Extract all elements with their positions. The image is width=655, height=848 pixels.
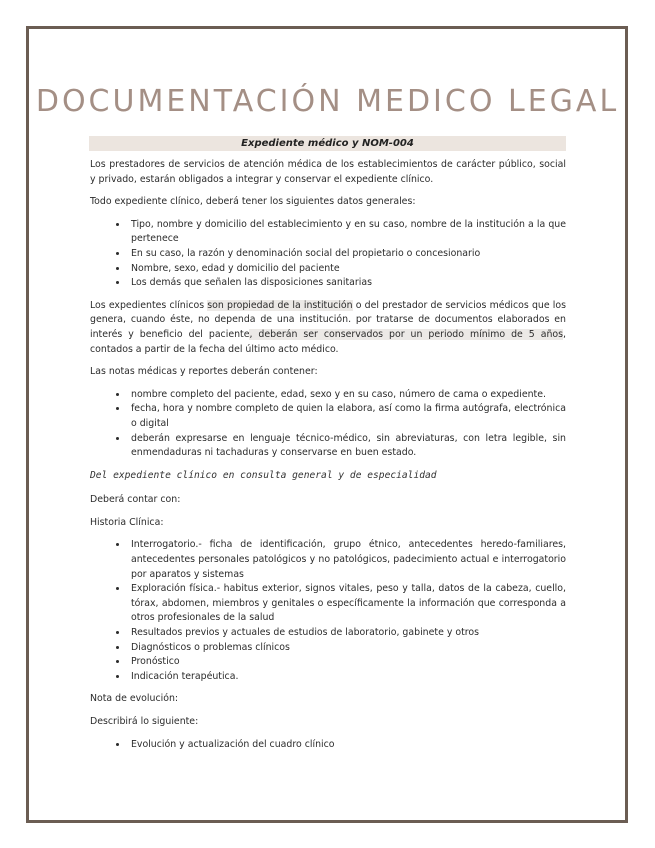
list-item: • Indicación terapéutica.: [128, 670, 566, 685]
notes-list: [90, 388, 566, 461]
section-subtitle: Expediente médico y NOM-004: [89, 136, 566, 151]
list-item: • Exploración física.- habitus exterior, signos vitales, peso y talla, datos de la cabeza, cuello, tórax, abdomen, miembros y genitales o específicamente la información que corresponda a otros profesionales de la salud: [128, 582, 566, 626]
list-item: • Diagnósticos o problemas clínicos: [128, 641, 566, 656]
document-body: [90, 158, 566, 760]
evolution-note-label: Nota de evolución:: [90, 693, 179, 705]
general-data-list: [90, 218, 566, 291]
document-title: DOCUMENTACIÓN MEDICO LEGAL: [35, 84, 620, 119]
history-label: Historia Clínica:: [90, 516, 164, 528]
describe-label: Describirá lo siguiente:: [90, 716, 199, 727]
highlighted-text: , deberán ser conservados por un periodo mínimo de 5 años: [249, 328, 564, 340]
text-run: Los expedientes clínicos: [90, 299, 208, 311]
list-item: • deberán expresarse en lenguaje técnico-médico, sin abreviaturas, con letra legible, sin enmendaduras ni tachaduras y conservarse en buen estado.: [128, 432, 566, 461]
text-run: o del prestador de servicios médicos que los genera, cuando éste, no dependa de una institución. por tratarse de documentos elaborados en interés y beneficio del paciente: [90, 299, 566, 340]
list-item: • Los demás que señalen las disposiciones sanitarias: [128, 276, 566, 291]
highlighted-text: son propiedad de la institución: [207, 299, 353, 311]
list-item: • Evolución y actualización del cuadro clínico: [128, 738, 566, 753]
general-data-heading: Todo expediente clínico, deberá tener los siguientes datos generales:: [90, 196, 416, 208]
text-run: , contados a partir de la fecha del último acto médico.: [90, 328, 566, 355]
ownership-paragraph: [90, 299, 566, 357]
list-item: • Nombre, sexo, edad y domicilio del paciente: [128, 262, 566, 277]
list-item: • Pronóstico: [128, 655, 566, 670]
intro-paragraph: Los prestadores de servicios de atención médica de los establecimientos de carácter público, social y privado, estarán obligados a integrar y conservar el expediente clínico.: [90, 159, 566, 185]
handwritten-heading: Del expediente clínico en consulta general y de especialidad: [90, 469, 437, 481]
history-list: [90, 538, 566, 684]
list-item: • nombre completo del paciente, edad, sexo y en su caso, número de cama o expediente.: [128, 388, 566, 403]
list-item: • Tipo, nombre y domicilio del establecimiento y en su caso, nombre de la institución a la que pertenece: [128, 218, 566, 247]
must-contain-label: Deberá contar con:: [90, 494, 181, 506]
list-item: • Interrogatorio.- ficha de identificación, grupo étnico, antecedentes heredo-familiares, antecedentes personales patológicos y no patológicos, padecimiento actual e interrogatorio por aparatos y sistemas: [128, 538, 566, 582]
list-item: • Resultados previos y actuales de estudios de laboratorio, gabinete y otros: [128, 626, 566, 641]
list-item: • En su caso, la razón y denominación social del propietario o concesionario: [128, 247, 566, 262]
notes-heading: Las notas médicas y reportes deberán contener:: [90, 366, 318, 378]
list-item: • fecha, hora y nombre completo de quien la elabora, así como la firma autógrafa, electrónica o digital: [128, 402, 566, 431]
evolution-list: [90, 738, 566, 753]
